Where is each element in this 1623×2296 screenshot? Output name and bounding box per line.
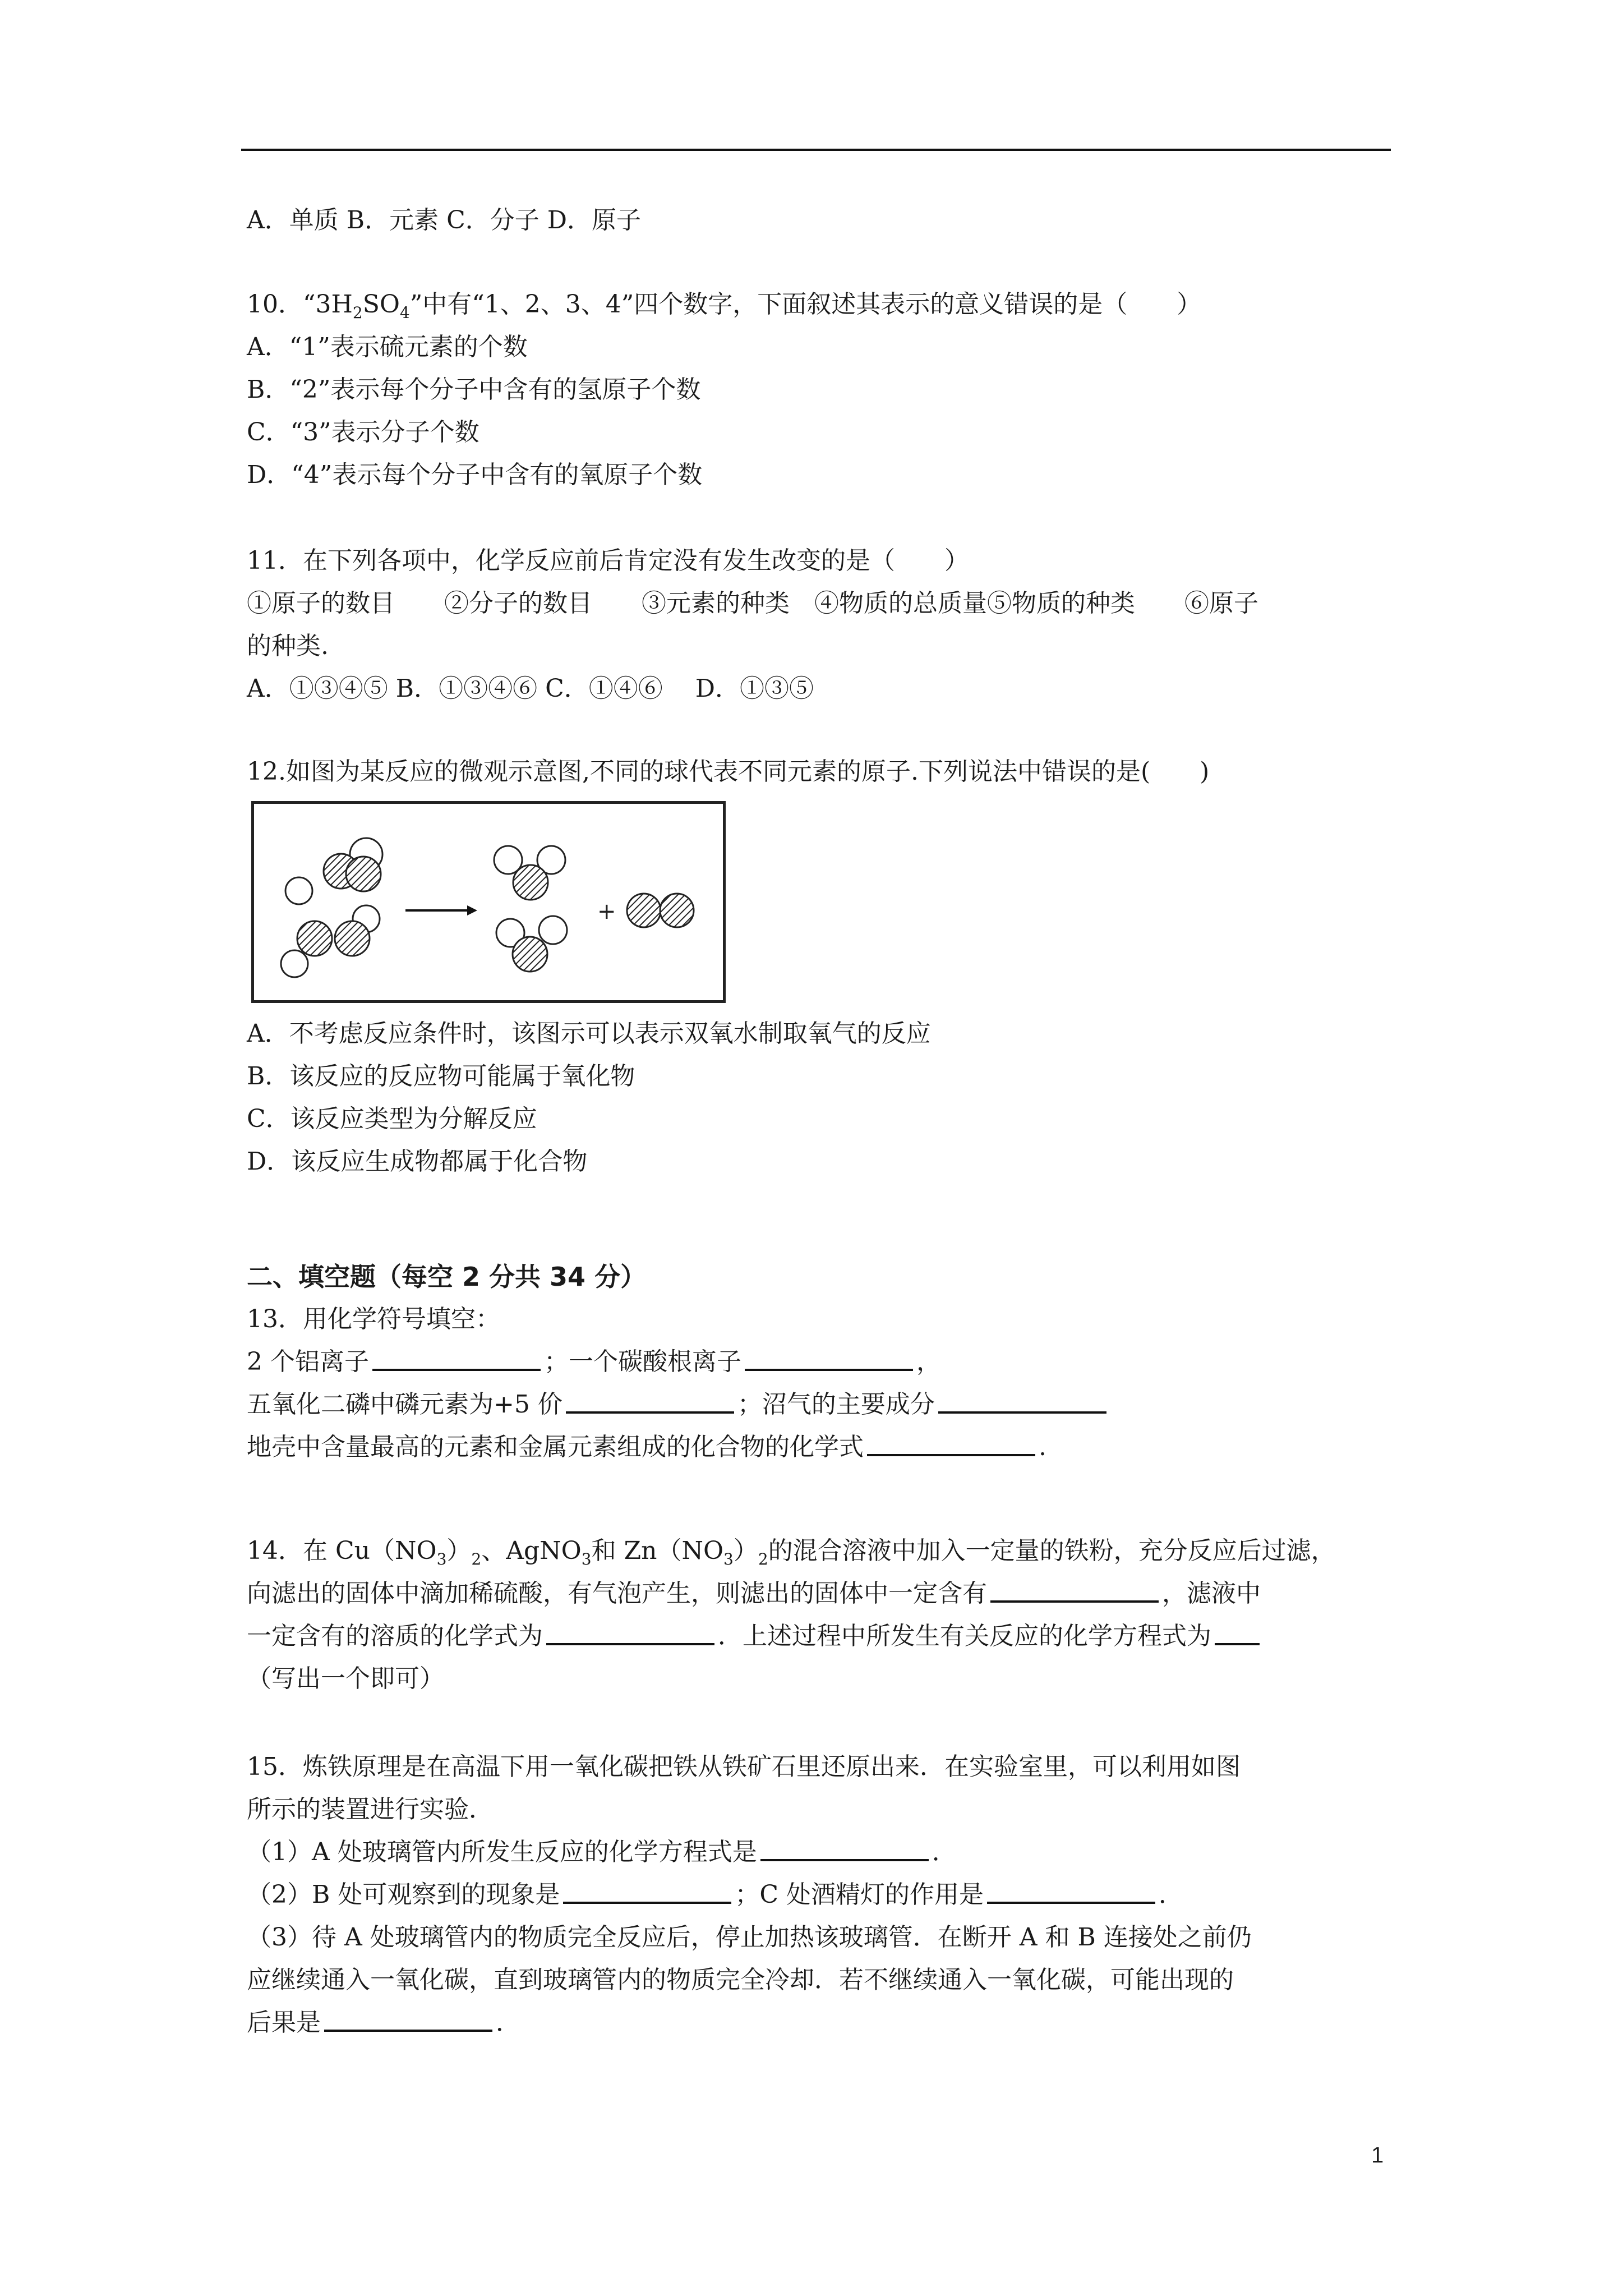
q15-text: （1）A 处玻璃管内所发生反应的化学方程式是 bbox=[247, 1838, 757, 1866]
q15-part-1 bbox=[247, 1831, 1402, 1874]
answer-blank[interactable] bbox=[566, 1387, 734, 1414]
answer-blank[interactable] bbox=[987, 1877, 1155, 1904]
question-12 bbox=[247, 751, 1402, 793]
q14-text: ） bbox=[733, 1536, 758, 1565]
q13-text: ， bbox=[916, 1347, 941, 1376]
question-12-options bbox=[247, 1013, 1402, 1183]
q14-line-1 bbox=[247, 1530, 1402, 1572]
q13-text: 2 个铝离子 bbox=[247, 1347, 369, 1376]
q10-option-c: C．“3”表示分子个数 bbox=[247, 418, 479, 447]
q13-text: ；沼气的主要成分 bbox=[737, 1390, 935, 1419]
q12-option-b: B．该反应的反应物可能属于氧化物 bbox=[247, 1062, 635, 1091]
answer-blank[interactable] bbox=[324, 2005, 492, 2032]
q14-line-4: （写出一个即可） bbox=[247, 1664, 444, 1693]
q14-text: ，滤液中 bbox=[1162, 1579, 1261, 1608]
answer-blank[interactable] bbox=[867, 1429, 1035, 1456]
q11-items-line-2: 的种类. bbox=[247, 632, 329, 660]
question-10 bbox=[247, 283, 1402, 496]
answer-blank[interactable] bbox=[990, 1576, 1159, 1603]
question-11 bbox=[247, 540, 1402, 710]
q10-option-a: A．“1”表示硫元素的个数 bbox=[247, 333, 528, 361]
q10-stem-sub: 4 bbox=[399, 303, 410, 322]
q11-stem: 11．在下列各项中，化学反应前后肯定没有发生改变的是（ ） bbox=[247, 546, 969, 575]
q13-line-2 bbox=[247, 1383, 1402, 1426]
q10-stem-part: SO bbox=[362, 290, 400, 319]
q15-part-2 bbox=[247, 1874, 1402, 1916]
q15-text: ． bbox=[932, 1838, 957, 1866]
q10-stem-sub: 2 bbox=[352, 303, 363, 322]
q14-sub: 2 bbox=[471, 1549, 482, 1568]
product-o2-atom bbox=[660, 894, 694, 927]
q15-part-3-line-2: 应继续通入一氧化碳，直到玻璃管内的物质完全冷却．若不继续通入一氧化碳，可能出现的 bbox=[247, 1966, 1234, 1994]
q14-sub: 2 bbox=[758, 1549, 768, 1568]
q12-stem: 12.如图为某反应的微观示意图,不同的球代表不同元素的原子.下列说法中错误的是( ) bbox=[247, 757, 1210, 786]
q11-options: A．①③④⑤ B．①③④⑥ C．①④⑥ D．①③⑤ bbox=[247, 674, 814, 703]
product-o-atom bbox=[513, 937, 547, 972]
page-number: 1 bbox=[1371, 2143, 1384, 2168]
answer-blank[interactable] bbox=[760, 1834, 929, 1861]
q15-text: ；C 处酒精灯的作用是 bbox=[735, 1880, 984, 1909]
header-rule bbox=[241, 149, 1391, 151]
q13-text: . bbox=[1039, 1433, 1046, 1461]
plus-sign: + bbox=[597, 899, 616, 924]
question-9-options-block bbox=[247, 199, 1402, 242]
q15-part-3-line-3 bbox=[247, 2001, 1402, 2044]
q13-text: 地壳中含量最高的元素和金属元素组成的化合物的化学式 bbox=[247, 1433, 864, 1461]
reactant-o-atom bbox=[346, 857, 381, 891]
q10-stem-part: 10．“3H bbox=[247, 290, 353, 319]
answer-blank[interactable] bbox=[563, 1877, 731, 1904]
reactant-h-atom bbox=[285, 877, 312, 904]
q13-stem: 13．用化学符号填空： bbox=[247, 1305, 500, 1333]
q13-text: 五氧化二磷中磷元素为+5 价 bbox=[247, 1390, 562, 1419]
q14-line-2 bbox=[247, 1572, 1402, 1615]
reactant-o-atom bbox=[335, 921, 370, 956]
q14-sub: 3 bbox=[581, 1549, 592, 1568]
q10-stem-part: ”中有“1、2、3、4”四个数字，下面叙述其表示的意义错误的是（ ） bbox=[409, 290, 1202, 319]
q14-line-3 bbox=[247, 1615, 1402, 1658]
q13-text: ；一个碳酸根离子 bbox=[543, 1347, 741, 1376]
q14-text: 和 Zn（NO bbox=[591, 1536, 724, 1565]
answer-blank[interactable] bbox=[938, 1387, 1106, 1414]
q15-text: ． bbox=[1158, 1880, 1183, 1909]
question-15 bbox=[247, 1746, 1402, 2044]
q10-option-b: B．“2”表示每个分子中含有的氢原子个数 bbox=[247, 375, 701, 404]
product-o-atom bbox=[513, 865, 548, 900]
q15-text: 后果是 bbox=[247, 2008, 321, 2037]
q14-text: ） bbox=[446, 1536, 472, 1565]
q14-text: 、AgNO bbox=[481, 1536, 582, 1565]
product-o2-atom bbox=[627, 894, 661, 927]
answer-blank[interactable] bbox=[745, 1344, 913, 1371]
q9-options: A．单质 B．元素 C．分子 D．原子 bbox=[247, 206, 642, 234]
q11-items-line-1: ①原子的数目 ②分子的数目 ③元素的种类 ④物质的总质量⑤物质的种类 ⑥原子 bbox=[247, 589, 1258, 618]
q12-option-d: D．该反应生成物都属于化合物 bbox=[247, 1147, 588, 1176]
q14-sub: 3 bbox=[723, 1549, 734, 1568]
q15-line-2: 所示的装置进行实验． bbox=[247, 1795, 494, 1824]
question-14 bbox=[247, 1530, 1402, 1700]
q14-text: 一定含有的溶质的化学式为 bbox=[247, 1622, 543, 1650]
q10-option-d: D．“4”表示每个分子中含有的氧原子个数 bbox=[247, 461, 703, 489]
reactant-o-atom bbox=[297, 921, 332, 956]
q15-text: （2）B 处可观察到的现象是 bbox=[247, 1880, 560, 1909]
reaction-diagram bbox=[251, 801, 726, 1003]
answer-blank[interactable] bbox=[546, 1618, 714, 1645]
q13-line-3 bbox=[247, 1426, 1402, 1469]
reactant-h-atom bbox=[281, 950, 308, 977]
q13-line-1 bbox=[247, 1341, 1402, 1383]
q14-text: 14．在 Cu（NO bbox=[247, 1536, 437, 1565]
section-2 bbox=[247, 1255, 1402, 1469]
q14-text: ．上述过程中所发生有关反应的化学方程式为 bbox=[718, 1622, 1211, 1650]
q14-text: 向滤出的固体中滴加稀硫酸，有气泡产生，则滤出的固体中一定含有 bbox=[247, 1579, 987, 1608]
section-2-heading: 二、填空题（每空 2 分共 34 分） bbox=[247, 1262, 647, 1292]
answer-blank[interactable] bbox=[1215, 1618, 1260, 1645]
q12-option-c: C．该反应类型为分解反应 bbox=[247, 1105, 537, 1133]
q12-option-a: A．不考虑反应条件时，该图示可以表示双氧水制取氧气的反应 bbox=[247, 1019, 931, 1048]
q15-text: ． bbox=[496, 2008, 520, 2037]
reaction-diagram-svg bbox=[254, 804, 723, 1000]
reaction-arrow-head bbox=[467, 905, 477, 915]
q14-text: 的混合溶液中加入一定量的铁粉，充分反应后过滤， bbox=[768, 1536, 1336, 1565]
q14-sub: 3 bbox=[436, 1549, 447, 1568]
answer-blank[interactable] bbox=[372, 1344, 541, 1371]
q10-stem bbox=[247, 283, 1402, 326]
q15-line-1: 15．炼铁原理是在高温下用一氧化碳把铁从铁矿石里还原出来．在实验室里，可以利用如图 bbox=[247, 1752, 1241, 1781]
q15-part-3-line-1: （3）待 A 处玻璃管内的物质完全反应后，停止加热该玻璃管．在断开 A 和 B 连接处之前仍 bbox=[247, 1923, 1252, 1952]
product-h-atom bbox=[539, 916, 567, 944]
